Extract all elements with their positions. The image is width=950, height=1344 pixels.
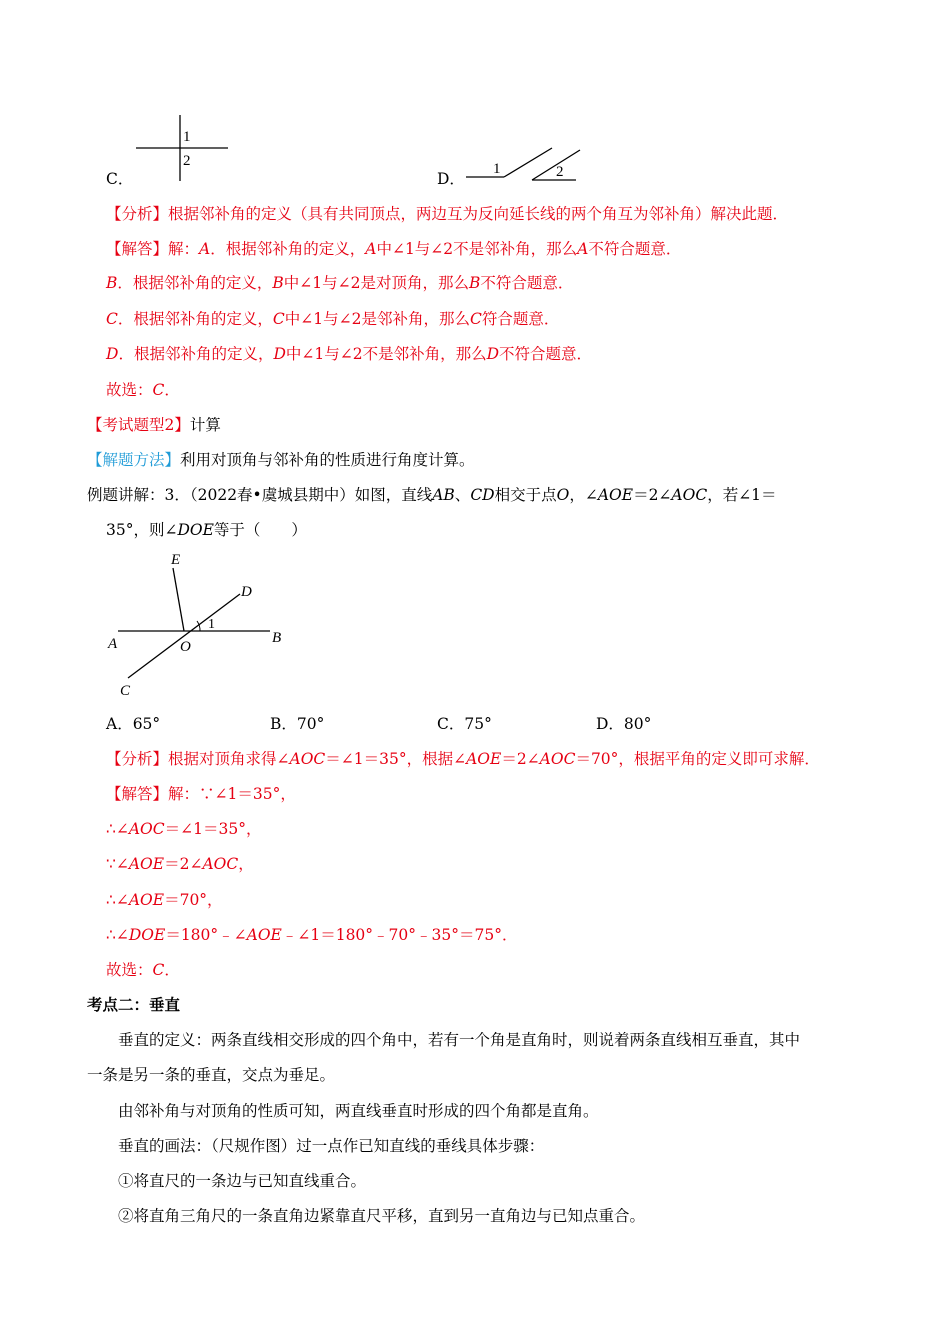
q2-choose: 故选：C． [106, 381, 180, 399]
example-option-b: B．70° [270, 715, 325, 733]
figure-option-d [462, 142, 592, 192]
label-a: A [108, 636, 118, 652]
sol-line-1: 【解答】解：∵∠1＝35°， [106, 785, 296, 803]
kp2-para-1b: 一条是另一条的垂直，交点为垂足。 [87, 1066, 336, 1084]
figure-option-c [134, 113, 234, 183]
label-o: O [180, 639, 191, 655]
sol-choose: 故选：C． [106, 961, 180, 979]
label-c: C [120, 683, 131, 699]
kp2-para-3: 垂直的画法：（尺规作图）过一点作已知直线的垂线具体步骤： [118, 1137, 545, 1155]
sol-line-5: ∴∠DOE＝180°﹣∠AOE﹣∠1＝180°﹣70°﹣35°＝75°． [106, 926, 518, 944]
option-d-label: D． [437, 170, 465, 188]
label-b: B [272, 630, 282, 646]
fig-d-label-1: 1 [493, 161, 501, 177]
kp2-para-2: 由邻补角与对顶角的性质可知，两直线垂直时形成的四个角都是直角。 [118, 1102, 599, 1120]
answer-tag: 【解答】 [106, 785, 169, 803]
sol-line-4: ∴∠AOE＝70°， [106, 891, 223, 909]
example-line-1: 例题讲解：3．（2022春•虞城县期中）如图，直线AB、CD相交于点O，∠AOE＝2∠AOC，若∠1＝ [87, 486, 777, 504]
analysis-text: 根据邻补角的定义（具有共同顶点，两边互为反向延长线的两个角互为邻补角）解决此题． [168, 205, 789, 223]
ray-oe [173, 568, 184, 631]
type2-tag: 【考试题型2】 [87, 416, 190, 434]
sol-line-2: ∴∠AOC＝∠1＝35°， [106, 820, 262, 838]
kp2-title: 考点二：垂直 [87, 995, 181, 1014]
fig-c-label-1: 1 [183, 129, 191, 145]
type2-heading [87, 414, 221, 436]
analysis-tag: 【分析】 [106, 205, 169, 223]
q2-analysis [106, 203, 788, 225]
label-d: D [241, 584, 252, 600]
fig-d-label-2: 2 [556, 164, 564, 180]
label-e: E [171, 552, 181, 568]
type2-title: 计算 [189, 416, 221, 434]
example-option-d: D．80° [596, 715, 652, 733]
method-text: 利用对顶角与邻补角的性质进行角度计算。 [180, 451, 475, 469]
example-figure [100, 548, 300, 698]
line-cd [128, 594, 240, 678]
fig-c-label-2: 2 [183, 153, 191, 169]
q2-answer-c: C．根据邻补角的定义，C中∠1与∠2是邻补角，那么C符合题意． [106, 310, 560, 328]
example-line-2: 35°，则∠DOE等于（ ） [106, 521, 307, 539]
example-option-a: A．65° [106, 715, 161, 733]
kp2-step-1: ①将直尺的一条边与已知直线重合。 [118, 1172, 367, 1190]
answer-tag: 【解答】 [106, 240, 169, 258]
kp2-step-2: ②将直角三角尺的一条直角边紧靠直尺平移，直到另一直角边与已知点重合。 [118, 1207, 646, 1225]
option-c-label: C． [106, 170, 134, 188]
method-tag: 【解题方法】 [87, 451, 181, 469]
sol-line-3: ∵∠AOE＝2∠AOC， [106, 855, 254, 873]
label-1: 1 [208, 617, 215, 632]
analysis-tag: 【分析】 [106, 750, 169, 768]
example-option-c: C．75° [437, 715, 492, 733]
kp2-para-1a: 垂直的定义：两条直线相交形成的四个角中，若有一个角是直角时，则说着两条直线相互垂直，其中 [118, 1031, 801, 1049]
q2-answer-d: D．根据邻补角的定义，D中∠1与∠2不是邻补角，那么D不符合题意． [106, 345, 593, 363]
sol-analysis: 【分析】根据对顶角求得∠AOC＝∠1＝35°，根据∠AOE＝2∠AOC＝70°，根据平角的定义即可求解． [106, 750, 820, 768]
q2-answer-a: 【解答】解：A．根据邻补角的定义，A中∠1与∠2不是邻补角，那么A不符合题意． [106, 240, 682, 258]
method-line [87, 449, 475, 471]
q2-answer-b: B．根据邻补角的定义，B中∠1与∠2是对顶角，那么B不符合题意． [106, 274, 574, 292]
